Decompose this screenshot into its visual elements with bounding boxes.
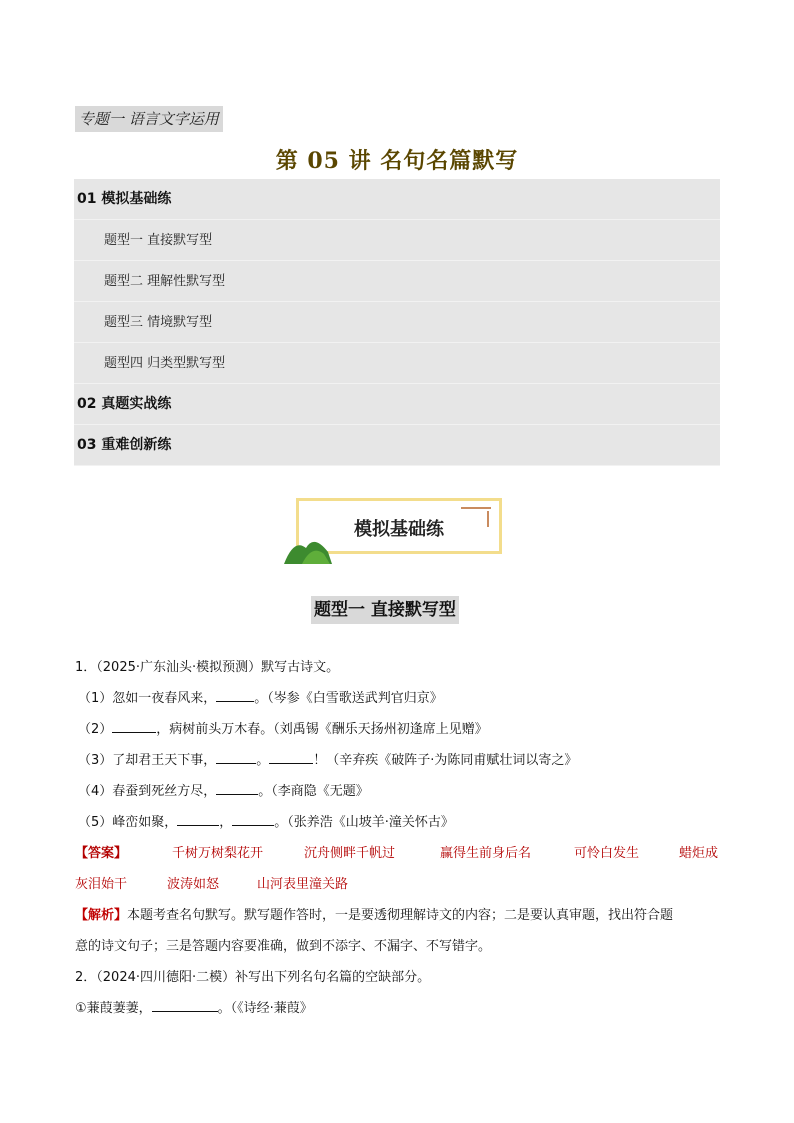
question-1-item-5: （5）峰峦如聚， ， 。（张养浩《山坡羊·潼关怀古》 (75, 807, 723, 838)
answer-blank[interactable] (152, 997, 218, 1012)
toc-item-02[interactable]: 02 真题实战练 (74, 384, 720, 425)
answer-blank[interactable] (112, 718, 156, 733)
analysis-text-cont: 意的诗文句子；三是答题内容要准确，做到不添字、不漏字、不写错字。 (75, 939, 492, 954)
question-2-item-1: ①蒹葭萋萋， 。（《诗经·蒹葭》 (75, 993, 723, 1024)
answer-text: 山河表里潼关路 (257, 877, 349, 892)
answer-text: 千树万树梨花开 (172, 846, 264, 861)
banner-text: 模拟基础练 (354, 519, 444, 540)
answer-text: 灰泪始干 (75, 877, 128, 892)
topic-tag: 专题一 语言文字运用 (75, 106, 223, 132)
answer-text: 赢得生前身后名 (440, 846, 532, 861)
question-2-stem: 2．（2024·四川德阳·二模）补写出下列名句名篇的空缺部分。 (75, 970, 431, 985)
analysis (75, 900, 723, 962)
answer-blank[interactable] (232, 811, 274, 826)
question-1-item-1: （1）忽如一夜春风来， 。（岑参《白雪歌送武判官归京》 (75, 683, 723, 714)
banner-accent-tick (487, 511, 489, 527)
answer-blank[interactable] (216, 780, 258, 795)
answer-text: 波涛如怒 (167, 877, 220, 892)
toc-item-type2[interactable]: 题型二 理解性默写型 (74, 261, 720, 302)
answer-blank[interactable] (216, 749, 256, 764)
toc-item-type4[interactable]: 题型四 归类型默写型 (74, 343, 720, 384)
toc-item-type1[interactable]: 题型一 直接默写型 (74, 220, 720, 261)
table-of-contents (74, 179, 720, 466)
answer-blank[interactable] (177, 811, 219, 826)
answer-text: 可怜白发生 (574, 846, 640, 861)
page-title: 第 05 讲 名句名篇默写 (275, 148, 519, 174)
question-1-item-2: （2） ，病树前头万木春。（刘禹锡《酬乐天扬州初逢席上见赠》 (75, 714, 723, 745)
toc-item-01[interactable]: 01 模拟基础练 (74, 179, 720, 220)
question-1-stem: 1．（2025·广东汕头·模拟预测）默写古诗文。 (75, 660, 340, 675)
question-1-item-4: （4）春蚕到死丝方尽， 。（李商隐《无题》 (75, 776, 723, 807)
answer-label: 【答案】 (75, 846, 128, 861)
answer-line-2 (75, 869, 723, 900)
answer-blank[interactable] (269, 749, 313, 764)
analysis-label: 【解析】 (75, 908, 128, 923)
banner-accent-line (461, 507, 491, 509)
answer-text: 沉舟侧畔千帆过 (304, 846, 396, 861)
answer-blank[interactable] (216, 687, 254, 702)
analysis-text: 本题考查名句默写。默写题作答时，一是要透彻理解诗文的内容；二是要认真审题，找出符合题 (127, 908, 674, 923)
question-content (75, 652, 723, 1024)
answer-line-1 (75, 838, 723, 869)
section-title: 题型一 直接默写型 (311, 596, 459, 624)
toc-item-type3[interactable]: 题型三 情境默写型 (74, 302, 720, 343)
answer-text: 蜡炬成 (679, 846, 719, 861)
hill-icon (284, 534, 334, 564)
question-1-item-3: （3）了却君王天下事， 。 ！（辛弃疾《破阵子·为陈同甫赋壮词以寄之》 (75, 745, 723, 776)
toc-item-03[interactable]: 03 重难创新练 (74, 425, 720, 466)
